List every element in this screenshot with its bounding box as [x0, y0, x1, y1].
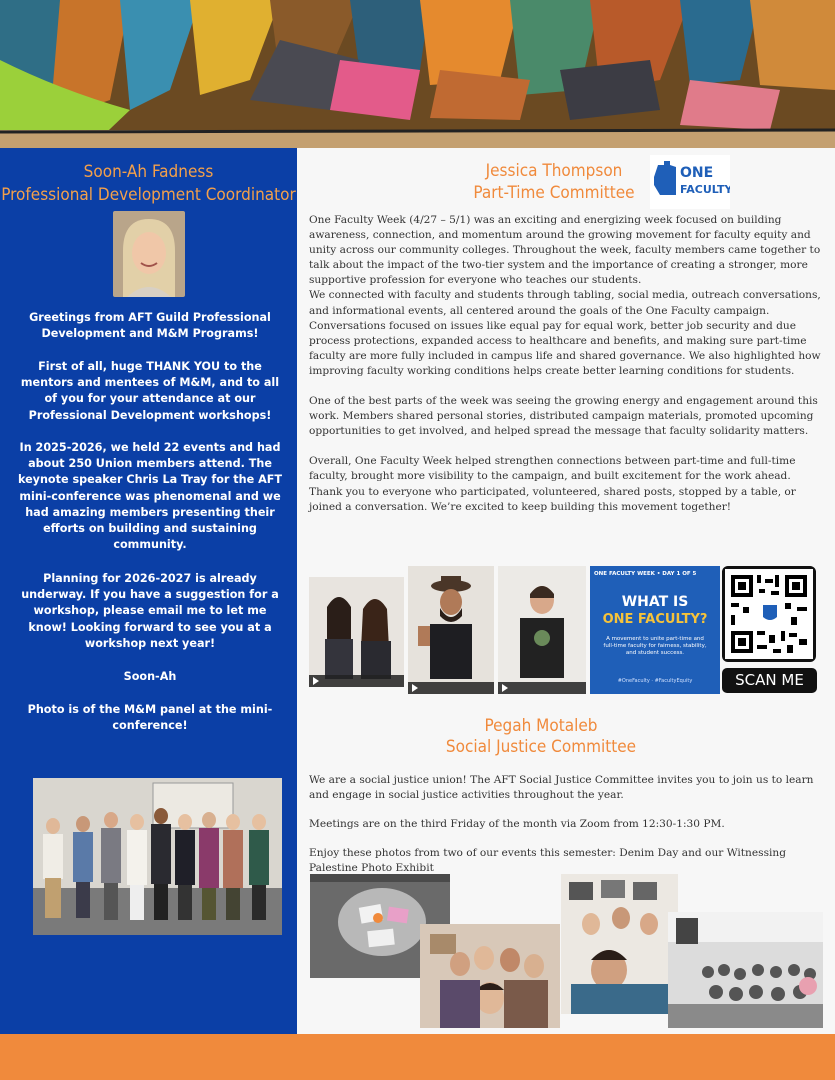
- part-time-paragraph: Overall, One Faculty Week helped strengthen connections between part-time and full-time faculty, brought more visibility to the campaign, and built excitement for the work ahead. Thank you to everyone who participated, volunteered, shared posts, stopped by a table, or joined a conversation. We’re excited to keep building this movement together!: [309, 455, 796, 513]
- poster-headline-1: WHAT IS: [621, 594, 689, 610]
- photo-exhibit-selfie: [561, 874, 678, 1014]
- part-time-paragraph: One Faculty Week (4/27 – 5/1) was an exciting and energizing week focused on building awareness, connection, and momentum around the growing movement for faculty equity and unity across our community colleges. Throughout the week, faculty members came together to talk about the impact of the two-tier system and the importance of creating a stronger, more supportive profession for everyone who teaches our students.: [309, 214, 821, 287]
- thumbs-up-icon: [418, 626, 430, 646]
- part-time-paragraph: We connected with faculty and students through tabling, social media, outreach conversations, and informational events, all centered around the goals of the One Faculty campaign. Conversations focused on issues like equal pay for equal work, better job security and due process protections, expanded access to healthcare and benefits, and making sure part-time faculty are more fully included in campus life and shared governance. We also highlighted how improving faculty working conditions helps create better learning conditions for students.: [309, 289, 821, 377]
- sidebar-caption: Photo is of the M&M panel at the mini-conference!: [27, 703, 273, 733]
- sidebar-signoff: Soon-Ah: [123, 670, 177, 683]
- group-selfie-photo: [420, 924, 560, 1028]
- social-justice-paragraph: We are a social justice union! The AFT Social Justice Committee invites you to join us to learn and engage in social justice activities throughout the year.: [309, 774, 814, 802]
- part-time-committee: Part-Time Committee: [473, 183, 635, 203]
- video-thumbnail[interactable]: [408, 566, 494, 694]
- qr-code[interactable]: [722, 566, 816, 662]
- one-faculty-logo: [650, 155, 730, 209]
- social-justice-body: [309, 773, 825, 876]
- social-justice-committee: Social Justice Committee: [445, 737, 637, 757]
- part-time-name: Jessica Thompson: [485, 161, 623, 181]
- part-time-body: [309, 213, 825, 515]
- mural-banner: [0, 0, 835, 148]
- one-faculty-poster: [590, 566, 720, 694]
- mm-panel-photo: [33, 778, 282, 935]
- sidebar-greeting: Greetings from AFT Guild Professional Development and M&M Programs!: [29, 311, 271, 341]
- logo-word-faculty: FACULTY: [680, 183, 730, 196]
- poster-top: ONE FACULTY WEEK • DAY 1 OF 5: [594, 571, 697, 577]
- poster-headline-2: ONE FACULTY?: [602, 612, 708, 627]
- sidebar-role: Professional Development Coordinator: [1, 185, 296, 205]
- sidebar-planning: Planning for 2026-2027 is already underway. If you have a suggestion for a workshop, please email me to let me know! Looking forward to see you at a workshop next year!: [21, 572, 279, 650]
- sidebar-thanks: First of all, huge THANK YOU to the mentors and mentees of M&M, and to all of you for your attendance at our Professional Development workshops!: [20, 360, 280, 422]
- poster-tags: #OneFaculty · #FacultyEquity: [617, 678, 693, 684]
- logo-word-one: ONE: [680, 165, 714, 181]
- social-justice-name: Pegah Motaleb: [484, 716, 598, 736]
- scan-me-label: SCAN ME: [722, 668, 817, 693]
- shield-icon: [763, 605, 777, 620]
- sidebar-events: In 2025-2026, we held 22 events and had about 250 Union members attend. The keynote speaker Chris La Tray for the AFT mini-conference was phenomenal and we had amazing members presenting their efforts on building and sustaining community.: [17, 441, 283, 552]
- social-justice-paragraph: Enjoy these photos from two of our events this semester: Denim Day and our Witnessing Palestine Photo Exhibit: [309, 847, 786, 875]
- sidebar-name: Soon-Ah Fadness: [83, 162, 214, 182]
- video-thumbnail[interactable]: [498, 566, 586, 694]
- video-thumbnail[interactable]: [309, 577, 404, 687]
- social-justice-paragraph: Meetings are on the third Friday of the month via Zoom from 12:30-1:30 PM.: [309, 818, 725, 831]
- exhibit-audience-photo: [668, 912, 823, 1028]
- part-time-paragraph: One of the best parts of the week was seeing the growing energy and engagement around this work. Members shared personal stories, distributed campaign materials, promoted upcoming opportunities to get involved, and helped spread the message that faculty solidarity matters.: [309, 395, 818, 438]
- poster-sub: A movement to unite part-time and full-time faculty for fairness, stability, and student success.: [603, 636, 707, 656]
- footer-bar: [0, 1034, 835, 1080]
- mural-image: [0, 0, 835, 148]
- headshot-photo: [113, 211, 185, 297]
